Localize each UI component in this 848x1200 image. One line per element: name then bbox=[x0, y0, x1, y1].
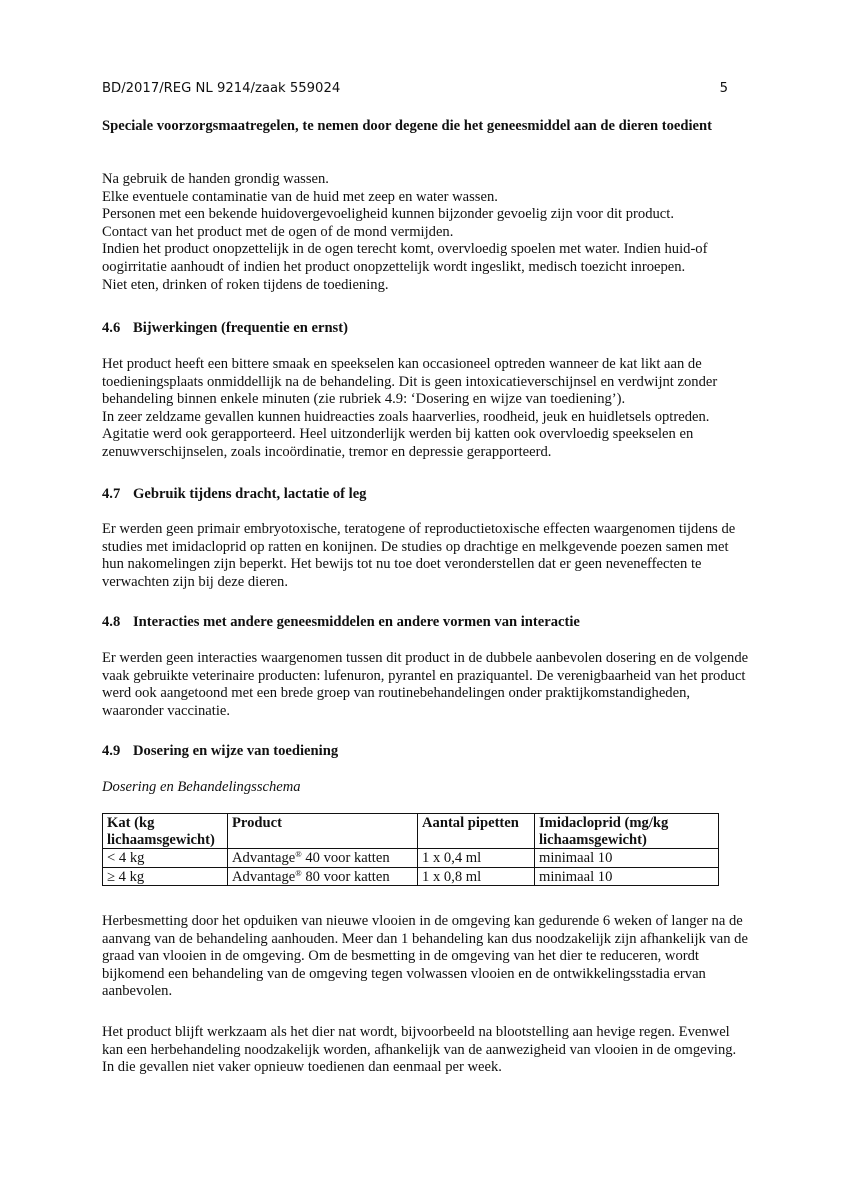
dosage-subtitle: Dosering en Behandelingsschema bbox=[102, 779, 301, 795]
column-header: Imidacloprid (mg/kg lichaamsgewicht) bbox=[535, 814, 719, 849]
pipettes-cell: 1 x 0,4 ml bbox=[418, 849, 535, 868]
section-body-4-7 bbox=[102, 521, 752, 591]
section-title: Gebruik tijdens dracht, lactatie of leg bbox=[133, 486, 367, 502]
imidacloprid-cell: minimaal 10 bbox=[535, 849, 719, 868]
section-number: 4.7 bbox=[102, 486, 121, 502]
section-number: 4.8 bbox=[102, 614, 121, 630]
product-cell: Advantage® 40 voor katten bbox=[228, 849, 418, 868]
section-heading-4-8 bbox=[102, 614, 752, 632]
document-header bbox=[102, 81, 728, 97]
precaution-line: Contact van het product met de ogen of de mond vermijden. bbox=[102, 223, 454, 240]
section-body-4-6 bbox=[102, 356, 752, 462]
section-heading-4-9 bbox=[102, 743, 752, 761]
table-row bbox=[103, 849, 719, 868]
precaution-line: Niet eten, drinken of roken tijdens de toediening. bbox=[102, 276, 389, 293]
precaution-line: Personen met een bekende huidovergevoeligheid kunnen bijzonder gevoelig zijn voor dit product. bbox=[102, 206, 674, 223]
weight-cell: ≥ 4 kg bbox=[103, 867, 228, 886]
column-header: Product bbox=[228, 814, 418, 849]
table-header-row bbox=[103, 814, 719, 849]
table-row bbox=[103, 867, 719, 886]
page-number: 5 bbox=[719, 81, 728, 96]
paragraph: Het product blijft werkzaam als het dier nat wordt, bijvoorbeeld na blootstelling aan hevige regen. Evenwel kan een herbehandeling noodzakelijk worden, afhankelijk van de aanwezigheid van vlooien in de omgeving. bbox=[102, 1024, 737, 1058]
precaution-line: Elke eventuele contaminatie van de huid met zeep en water wassen. bbox=[102, 188, 498, 205]
precaution-line: Na gebruik de handen grondig wassen. bbox=[102, 171, 329, 187]
imidacloprid-cell: minimaal 10 bbox=[535, 867, 719, 886]
section-body-4-8 bbox=[102, 650, 752, 720]
section-heading-4-6 bbox=[102, 320, 752, 338]
product-cell: Advantage® 80 voor katten bbox=[228, 867, 418, 886]
paragraph: Het product heeft een bittere smaak en speekselen kan occasioneel optreden wanneer de kat likt aan de toedieningsplaats onmiddellijk na de behandeling. Dit is geen intoxicatieverschijnsel en verdwijnt zonder behandeling binnen enkele minuten (zie rubriek 4.9: ‘Dosering en wijze van toediening’). bbox=[102, 356, 718, 408]
section-number: 4.9 bbox=[102, 743, 121, 759]
paragraph: Er werden geen primair embryotoxische, teratogene of reproductietoxische effecten waargenomen tijdens de studies met imidacloprid op ratten en konijnen. De studies op drachtige en melkgevende poezen samen met hun nakomelingen zijn beperkt. Het bewijs tot nu toe doet veronderstellen dat er geen neveneffecten te verwachten zijn bij deze dieren. bbox=[102, 521, 736, 590]
precautions-list bbox=[102, 171, 752, 294]
section-body-4-9-continued bbox=[102, 1024, 752, 1077]
section-title: Bijwerkingen (frequentie en ernst) bbox=[133, 320, 348, 336]
precautions-heading: Speciale voorzorgsmaatregelen, te nemen door degene die het geneesmiddel aan de dieren toedient bbox=[102, 118, 713, 134]
column-header: Aantal pipetten bbox=[418, 814, 535, 849]
precaution-line: Indien het product onopzettelijk in de ogen terecht komt, overvloedig spoelen met water. Indien huid-of oogirritatie aanhoudt of indien het product onopzettelijk wordt ingeslikt, medisch toezicht inroepen. bbox=[102, 241, 708, 275]
dosage-table bbox=[102, 813, 719, 886]
column-header: Kat (kg lichaamsgewicht) bbox=[103, 814, 228, 849]
paragraph: Er werden geen interacties waargenomen tussen dit product in de dubbele aanbevolen dosering en de volgende vaak gebruikte veterinaire producten: lufenuron, pyrantel en praziquantel. De verenigbaarheid van het product werd ook aangetoond met een brede groep van routinebehandelingen onder praktijkomstandigheden, waaronder vaccinatie. bbox=[102, 650, 749, 719]
section-title: Interacties met andere geneesmiddelen en andere vormen van interactie bbox=[133, 614, 580, 630]
section-number: 4.6 bbox=[102, 320, 121, 336]
document-reference: BD/2017/REG NL 9214/zaak 559024 bbox=[102, 81, 341, 96]
paragraph: In zeer zeldzame gevallen kunnen huidreacties zoals haarverlies, roodheid, jeuk en huidletsels optreden. Agitatie werd ook gerapporteerd. Heel uitzonderlijk werden bij katten ook overvloedig speekselen en zenuwverschijnselen, zoals incoördinatie, tremor en depressie gerapporteerd. bbox=[102, 408, 710, 460]
weight-cell: < 4 kg bbox=[103, 849, 228, 868]
section-title: Dosering en wijze van toediening bbox=[133, 743, 339, 759]
pipettes-cell: 1 x 0,8 ml bbox=[418, 867, 535, 886]
section-body-4-9 bbox=[102, 913, 752, 1001]
paragraph: Herbesmetting door het opduiken van nieuwe vlooien in de omgeving kan gedurende 6 weken of langer na de aanvang van de behandeling aanhouden. Meer dan 1 behandeling kan dus noodzakelijk zijn afhankelijk van de graad van vlooien in de omgeving. Om de besmetting in de omgeving van het dier te reduceren, wordt bijkomend een behandeling van de omgeving tegen volwassen vlooien en de ontwikkelingsstadia ervan aanbevolen. bbox=[102, 913, 748, 1000]
section-heading-4-7 bbox=[102, 486, 752, 504]
paragraph: In die gevallen niet vaker opnieuw toedienen dan eenmaal per week. bbox=[102, 1059, 502, 1076]
